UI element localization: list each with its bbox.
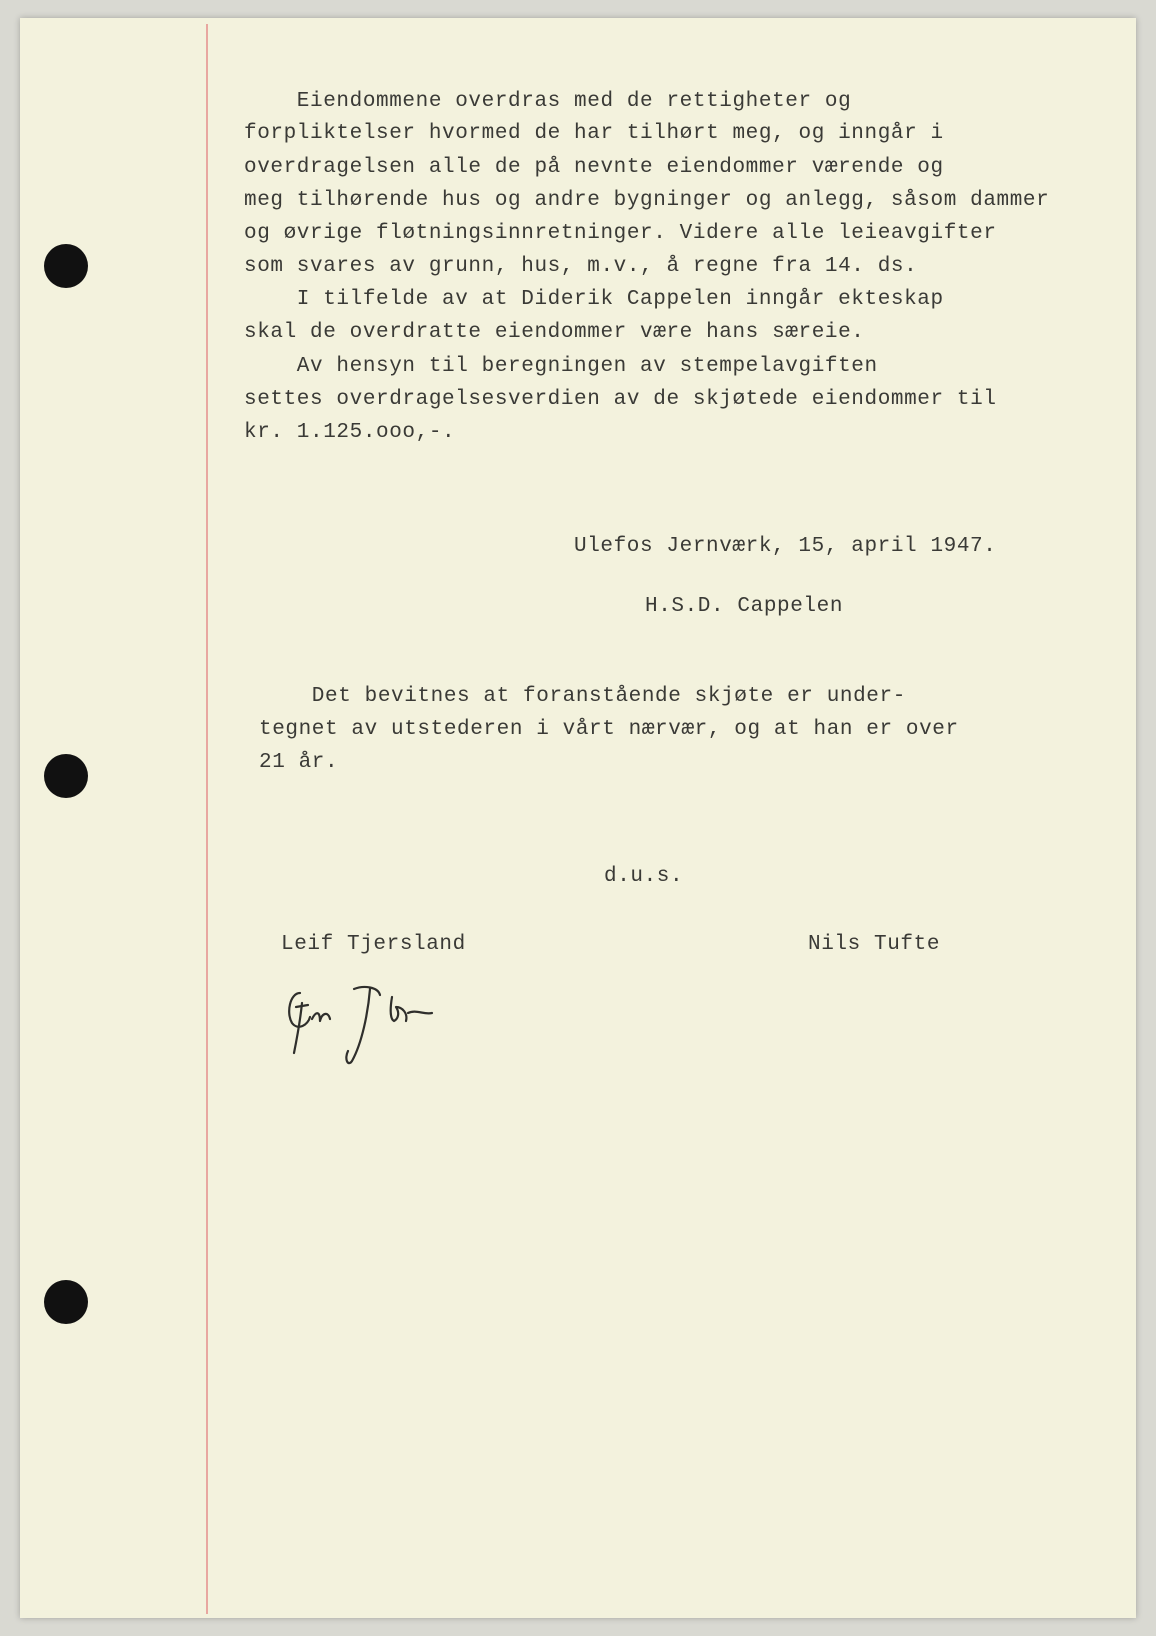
text-line: Eiendommene overdras med de rettigheter og <box>244 90 852 113</box>
text-line: Av hensyn til beregningen av stempelavgiften <box>244 355 878 378</box>
text-line: overdragelsen alle de på nevnte eiendommer værende og <box>244 156 944 179</box>
place-date: Ulefos Jernværk, 15, april 1947. <box>574 535 997 558</box>
handwritten-signature-icon <box>282 973 482 1073</box>
text-line: skal de overdratte eiendommer være hans særeie. <box>244 321 865 344</box>
witness-left: Leif Tjersland <box>281 933 466 956</box>
text-line: og øvrige fløtningsinnretninger. Videre alle leieavgifter <box>244 222 997 245</box>
text-line: settes overdragelsesverdien av de skjøtede eiendommer til <box>244 388 997 411</box>
document-page <box>20 18 1136 1618</box>
text-line: Det bevitnes at foranstående skjøte er under- <box>259 685 906 708</box>
punch-hole-icon <box>44 244 88 288</box>
text-line: som svares av grunn, hus, m.v., å regne fra 14. ds. <box>244 255 918 278</box>
text-line: meg tilhørende hus og andre bygninger og anlegg, såsom dammer <box>244 189 1050 212</box>
text-line: 21 år. <box>259 751 339 774</box>
text-line: I tilfelde av at Diderik Cappelen inngår ekteskap <box>244 288 944 311</box>
issuer-signature: H.S.D. Cappelen <box>645 595 844 618</box>
text-line: forpliktelser hvormed de har tilhørt meg, og inngår i <box>244 122 944 145</box>
witness-right: Nils Tufte <box>808 933 941 956</box>
punch-hole-icon <box>44 1280 88 1324</box>
punch-hole-icon <box>44 754 88 798</box>
dus-mark: d.u.s. <box>604 865 684 888</box>
margin-line <box>206 24 208 1614</box>
text-line: tegnet av utstederen i vårt nærvær, og at han er over <box>259 718 959 741</box>
text-line: kr. 1.125.ooo,-. <box>244 421 456 444</box>
